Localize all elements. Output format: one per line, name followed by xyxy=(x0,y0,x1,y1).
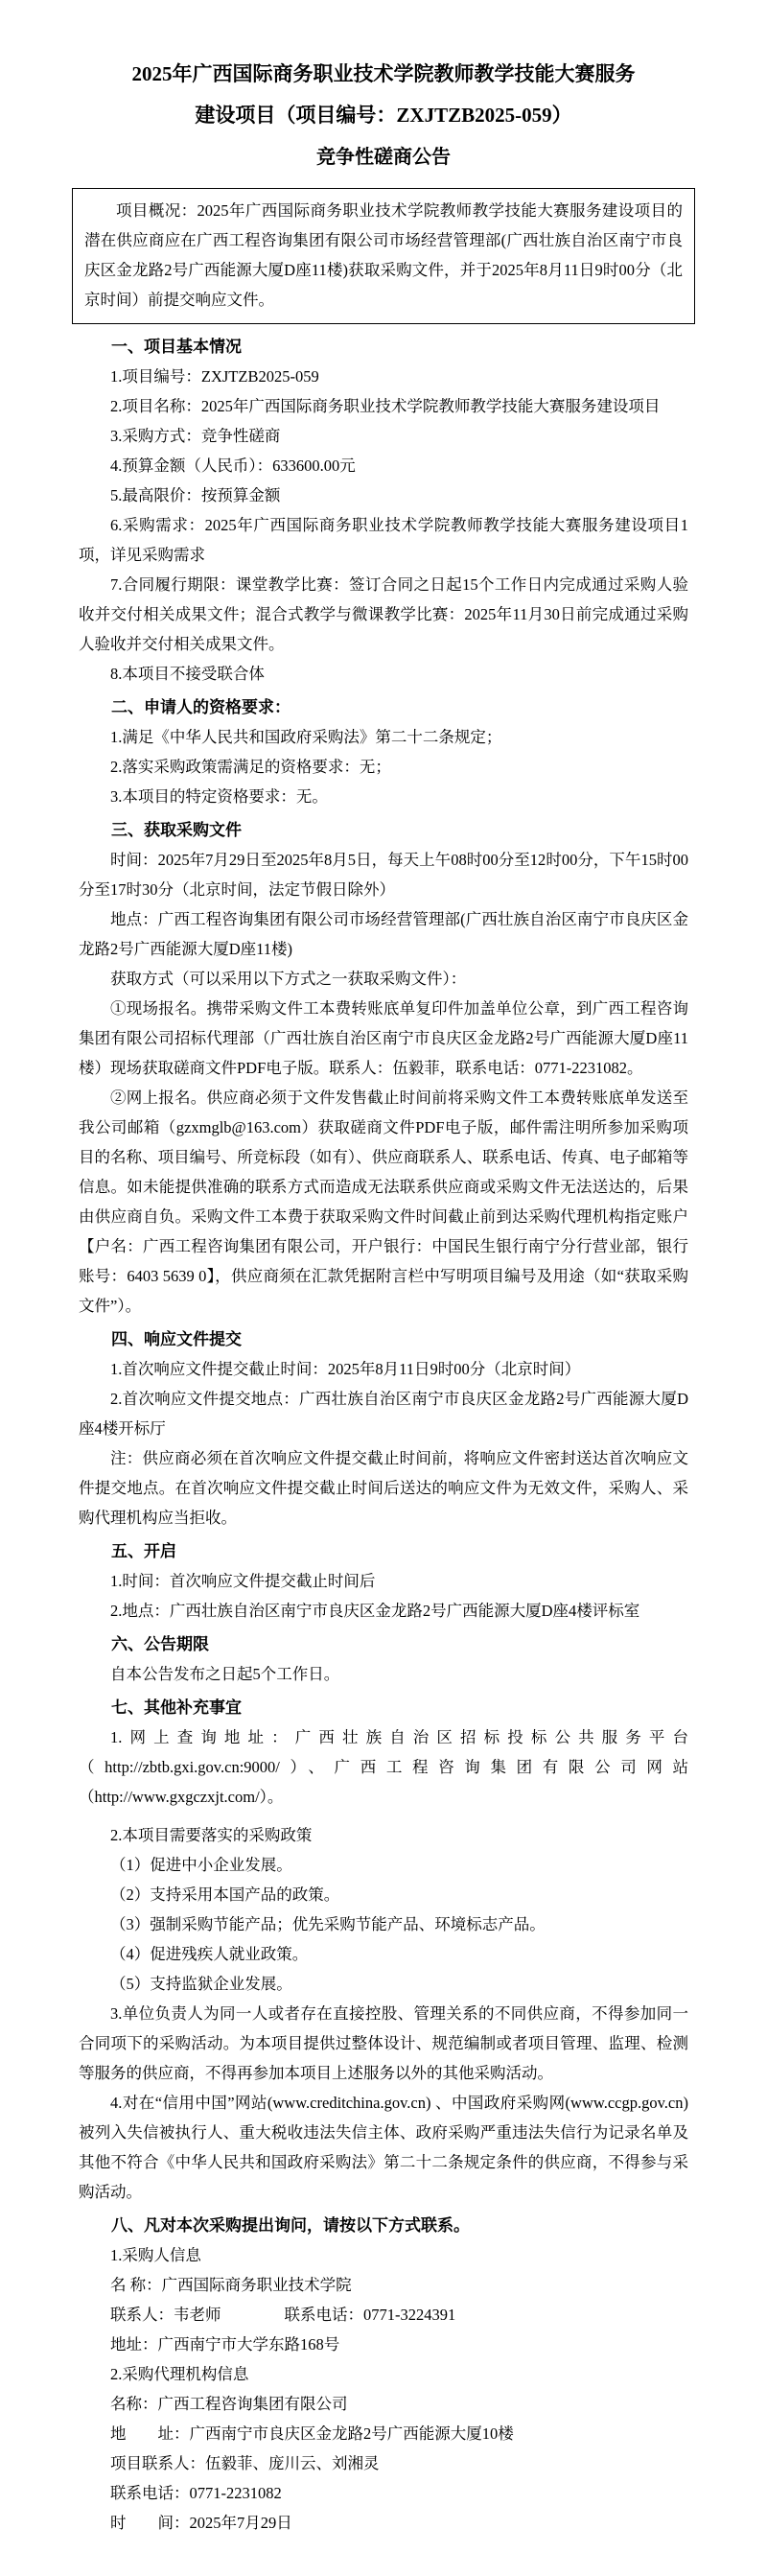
section-heading-contact-info: 八、凡对本次采购提出询问，请按以下方式联系。 xyxy=(111,2216,470,2235)
qualification-requirement-1: 1.满足《中华人民共和国政府采购法》第二十二条规定； xyxy=(110,728,502,746)
submission-location: 2.首次响应文件提交地点：广西壮族自治区南宁市良庆区金龙路2号广西能源大厦D座4楼开标厅 xyxy=(79,1390,688,1438)
procurement-policies-intro: 2.本项目需要落实的采购政策 xyxy=(110,1826,313,1844)
section-opening xyxy=(79,1533,688,1626)
policy-prison-enterprises: （5）支持监狱企业发展。 xyxy=(110,1975,292,1993)
project-overview-box xyxy=(72,188,695,324)
section-heading-announcement-period: 六、公告期限 xyxy=(111,1635,209,1653)
section-heading-response-submission: 四、响应文件提交 xyxy=(111,1330,242,1348)
max-price-limit: 5.最高限价：按预算金额 xyxy=(110,486,281,504)
policy-sme-development: （1）促进中小企业发展。 xyxy=(110,1856,292,1874)
section-heading-qualifications: 二、申请人的资格要求： xyxy=(111,698,291,716)
online-query-addresses: 1.网上查询地址：广西壮族自治区招标投标公共服务平台（http://zbtb.gxi.gov.cn:9000/）、广西工程咨询集团有限公司网站（http://www.gxgczxjt.com/）。 xyxy=(79,1728,688,1806)
opening-location: 2.地点：广西壮族自治区南宁市良庆区金龙路2号广西能源大厦D座4楼评标室 xyxy=(110,1602,640,1620)
agency-project-contacts: 项目联系人：伍毅菲、庞川云、刘湘灵 xyxy=(110,2454,380,2472)
online-registration-method: ②网上报名。供应商必须于文件发售截止时间前将采购文件工本费转账底单发送至我公司邮箱（gzxmglb@163.com）获取磋商文件PDF电子版，邮件需注明所参加采购项目的名称、项目编号、所竞标段（如有）、供应商联系人、联系电话、传真、电子邮箱等信息。如未能提供准确的联系方式而造成无法联系供应商或采购文件无法送达的，后果由供应商自负。采购文件工本费于获取采购文件时间截止前到达采购代理机构指定账户【户名：广西工程咨询集团有限公司，开户银行：中国民生银行南宁分行营业部，银行账号：6403 5639 0】，供应商须在汇款凭据附言栏中写明项目编号及用途（如“获取采购文件”）。 xyxy=(79,1089,688,1315)
qualification-requirement-2: 2.落实采购政策需满足的资格要求：无； xyxy=(110,758,391,776)
section-heading-basic-info: 一、项目基本情况 xyxy=(111,338,242,356)
agency-phone: 联系电话：0771-2231082 xyxy=(110,2484,282,2502)
purchaser-info-label: 1.采购人信息 xyxy=(110,2246,201,2264)
obtain-methods-intro: 获取方式（可以采用以下方式之一获取采购文件）： xyxy=(110,970,467,988)
procurement-method: 3.采购方式：竞争性磋商 xyxy=(110,427,281,445)
announcement-period-text: 自本公告发布之日起5个工作日。 xyxy=(110,1665,340,1683)
policy-energy-saving-products: （3）强制采购节能产品；优先采购节能产品、环境标志产品。 xyxy=(110,1915,546,1933)
announcement-date: 时 间：2025年7月29日 xyxy=(110,2514,292,2532)
section-basic-info xyxy=(79,328,688,689)
section-response-submission xyxy=(79,1321,688,1533)
obtain-time: 时间：2025年7月29日至2025年8月5日，每天上午08时00分至12时00分，下午15时00分至17时30分（北京时间，法定节假日除外） xyxy=(79,851,688,899)
submission-note: 注：供应商必须在首次响应文件提交截止时间前，将响应文件密封送达首次响应文件提交地点。在首次响应文件提交截止时间后送达的响应文件为无效文件，采购人、采购代理机构应当拒收。 xyxy=(79,1449,688,1527)
policy-disabled-employment: （4）促进残疾人就业政策。 xyxy=(110,1945,309,1963)
qualification-requirement-3: 3.本项目的特定资格要求：无。 xyxy=(110,787,328,806)
section-heading-obtain-documents: 三、获取采购文件 xyxy=(111,821,242,839)
section-obtain-documents xyxy=(79,811,688,1321)
obtain-location: 地点：广西工程咨询集团有限公司市场经营管理部(广西壮族自治区南宁市良庆区金龙路2号广西能源大厦D座11楼) xyxy=(79,910,688,958)
purchaser-contact-and-phone: 联系人：韦老师 联系电话：0771-3224391 xyxy=(110,2306,456,2324)
section-contact-info xyxy=(79,2207,688,2538)
agency-info-label: 2.采购代理机构信息 xyxy=(110,2365,249,2383)
section-heading-other-matters: 七、其他补充事宜 xyxy=(111,1698,242,1717)
opening-time: 1.时间：首次响应文件提交截止时间后 xyxy=(110,1572,376,1590)
section-other-matters xyxy=(79,1689,688,2207)
budget-amount: 4.预算金额（人民币）：633600.00元 xyxy=(110,457,356,475)
document-title-line-1: 2025年广西国际商务职业技术学院教师教学技能大赛服务 xyxy=(131,62,636,85)
credit-blacklist-rule: 4.对在“信用中国”网站(www.creditchina.gov.cn) 、中国政府采购网(www.ccgp.gov.cn)被列入失信被执行人、重大税收违法失信主体、政府采购严重违法失信行为记录名单及其他不符合《中华人民共和国政府采购法》第二十二条规定条件的供应商，不得参与采购活动。 xyxy=(79,2094,688,2201)
procurement-requirements: 6.采购需求：2025年广西国际商务职业技术学院教师教学技能大赛服务建设项目1项，详见采购需求 xyxy=(79,516,688,564)
onsite-registration-method: ①现场报名。携带采购文件工本费转账底单复印件加盖单位公章，到广西工程咨询集团有限公司招标代理部（广西壮族自治区南宁市良庆区金龙路2号广西能源大厦D座11楼）现场获取磋商文件PDF电子版。联系人：伍毅菲，联系电话：0771-2231082。 xyxy=(79,999,688,1077)
purchaser-address: 地址：广西南宁市大学东路168号 xyxy=(110,2335,340,2354)
section-heading-opening: 五、开启 xyxy=(111,1542,176,1560)
same-responsible-person-rule: 3.单位负责人为同一人或者存在直接控股、管理关系的不同供应商，不得参加同一合同项下的采购活动。为本项目提供过整体设计、规范编制或者项目管理、监理、检测等服务的供应商，不得再参加本项目上述服务以外的其他采购活动。 xyxy=(79,2004,688,2082)
project-overview-text: 项目概况：2025年广西国际商务职业技术学院教师教学技能大赛服务建设项目的潜在供应商应在广西工程咨询集团有限公司市场经营管理部(广西壮族自治区南宁市良庆区金龙路2号广西能源大厦D座11楼)获取采购文件，并于2025年8月11日9时00分（北京时间）前提交响应文件。 xyxy=(84,201,683,309)
notice-type-title: 竞争性磋商公告 xyxy=(316,147,451,168)
submission-deadline: 1.首次响应文件提交截止时间：2025年8月11日9时00分（北京时间） xyxy=(110,1360,581,1378)
project-name: 2.项目名称：2025年广西国际商务职业技术学院教师教学技能大赛服务建设项目 xyxy=(110,397,661,415)
agency-name: 名称：广西工程咨询集团有限公司 xyxy=(110,2395,348,2413)
document-title xyxy=(79,54,688,136)
agency-address: 地 址：广西南宁市良庆区金龙路2号广西能源大厦10楼 xyxy=(110,2424,514,2443)
policy-domestic-products: （2）支持采用本国产品的政策。 xyxy=(110,1885,340,1904)
section-applicant-qualifications xyxy=(79,689,688,811)
section-announcement-period xyxy=(79,1626,688,1689)
no-consortium-note: 8.本项目不接受联合体 xyxy=(110,665,265,683)
purchaser-name: 名 称：广西国际商务职业技术学院 xyxy=(110,2276,352,2294)
document-title-line-2: 建设项目（项目编号：ZXJTZB2025-059） xyxy=(195,104,572,127)
project-number: 1.项目编号：ZXJTZB2025-059 xyxy=(110,367,319,386)
contract-performance-period: 7.合同履行期限：课堂教学比赛：签订合同之日起15个工作日内完成通过采购人验收并交付相关成果文件；混合式教学与微课教学比赛：2025年11月30日前完成通过采购人验收并交付相关成果文件。 xyxy=(79,575,688,653)
